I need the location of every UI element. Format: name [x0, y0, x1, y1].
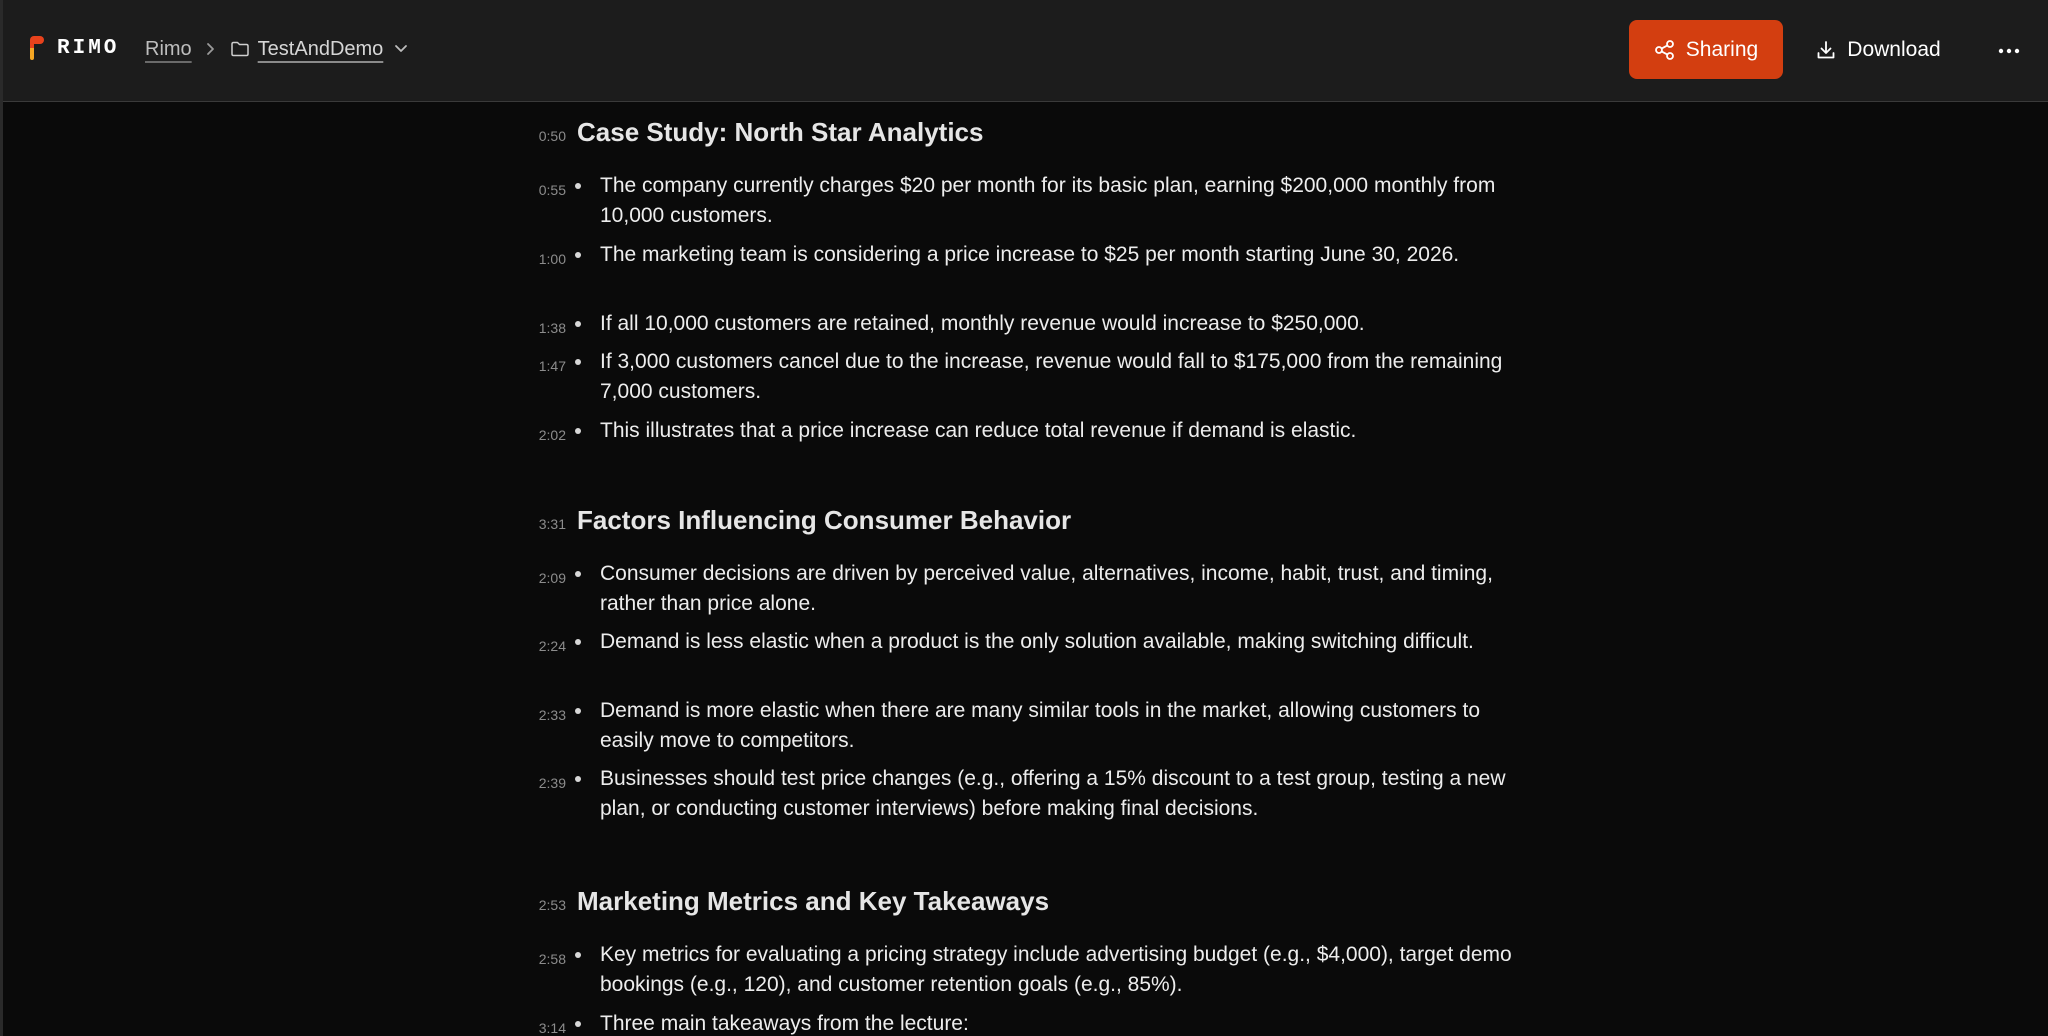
bullet-dot	[575, 571, 581, 577]
bullet-timestamp[interactable]: 2:24	[538, 638, 566, 654]
section-title: Case Study: North Star Analytics	[577, 117, 984, 147]
more-horizontal-icon	[1998, 41, 2020, 59]
section-title: Marketing Metrics and Key Takeaways	[577, 886, 1050, 916]
download-label: Download	[1847, 37, 1941, 61]
bullet-timestamp[interactable]: 2:33	[538, 707, 566, 723]
bullet-text: If 3,000 customers cancel due to the increase, revenue would fall to $175,000 from the remaining 7,000 customers.	[600, 350, 1503, 403]
bullet-text: If all 10,000 customers are retained, monthly revenue would increase to $250,000.	[600, 312, 1365, 335]
breadcrumb-folder-link[interactable]: TestAndDemo	[257, 37, 384, 60]
summary-content[interactable]	[3, 103, 2048, 1036]
rimo-logo-icon	[27, 34, 51, 62]
bullet-dot	[575, 952, 581, 958]
bullet-dot	[575, 1021, 581, 1027]
chevron-right-icon	[204, 42, 216, 56]
sharing-label: Sharing	[1685, 37, 1759, 61]
share-icon	[1654, 39, 1676, 61]
more-options-button[interactable]	[1987, 30, 2031, 70]
bullet-dot	[575, 776, 581, 782]
bullet-dot	[575, 183, 581, 189]
top-bar	[3, 0, 2048, 102]
heading-timestamp[interactable]: 3:31	[538, 516, 566, 532]
chevron-down-icon[interactable]	[393, 43, 409, 55]
bullet-timestamp[interactable]: 2:39	[538, 775, 566, 791]
rimo-logo[interactable]	[27, 34, 119, 62]
section-heading	[3, 117, 2048, 153]
sharing-button[interactable]	[1629, 20, 1783, 79]
bullet-text: The company currently charges $20 per month for its basic plan, earning $200,000 monthly from 10,000 customers.	[600, 174, 1496, 227]
bullet-text: Businesses should test price changes (e.g., offering a 15% discount to a test group, testing a new plan, or conducting customer interviews) before making final decisions.	[600, 767, 1506, 820]
bullet-timestamp[interactable]: 1:00	[538, 251, 566, 267]
bullet-timestamp[interactable]: 2:09	[538, 570, 566, 586]
bullet-dot	[575, 639, 581, 645]
bullet-text: Demand is less elastic when a product is the only solution available, making switching difficult.	[600, 630, 1474, 653]
bullet-timestamp[interactable]: 3:14	[538, 1020, 566, 1036]
bullet-dot	[575, 252, 581, 258]
bullet-text: This illustrates that a price increase can reduce total revenue if demand is elastic.	[600, 419, 1357, 442]
bullet-dot	[575, 428, 581, 434]
bullet-text: Demand is more elastic when there are many similar tools in the market, allowing customers to easily move to competitors.	[600, 699, 1481, 752]
bullet-timestamp[interactable]: 2:58	[538, 951, 566, 967]
breadcrumb-root-link[interactable]: Rimo	[145, 37, 192, 60]
section-heading	[3, 505, 2048, 541]
bullet-dot	[575, 359, 581, 365]
bullet-text: Consumer decisions are driven by perceived value, alternatives, income, habit, trust, and timing, rather than price alone.	[600, 562, 1493, 615]
bullet-text: Key metrics for evaluating a pricing strategy include advertising budget (e.g., $4,000), target demo bookings (e.g., 120), and customer retention goals (e.g., 85%).	[600, 943, 1512, 996]
folder-icon	[230, 40, 250, 58]
bullet-dot	[575, 321, 581, 327]
bullet-dot	[575, 708, 581, 714]
bullet-timestamp[interactable]: 1:47	[538, 358, 566, 374]
heading-timestamp[interactable]: 0:50	[538, 128, 566, 144]
bullet-timestamp[interactable]: 1:38	[538, 320, 566, 336]
bullet-timestamp[interactable]: 0:55	[538, 182, 566, 198]
breadcrumb	[145, 34, 409, 64]
section-heading	[3, 886, 2048, 922]
bullet-timestamp[interactable]: 2:02	[538, 427, 566, 443]
heading-timestamp[interactable]: 2:53	[538, 897, 566, 913]
bullet-text: Three main takeaways from the lecture:	[600, 1012, 969, 1035]
download-button[interactable]	[1803, 20, 1953, 79]
bullet-text: The marketing team is considering a price increase to $25 per month starting June 30, 2026.	[600, 243, 1460, 266]
section-title: Factors Influencing Consumer Behavior	[577, 505, 1072, 535]
logo-text: RIMO	[57, 36, 120, 60]
download-icon	[1815, 39, 1837, 61]
